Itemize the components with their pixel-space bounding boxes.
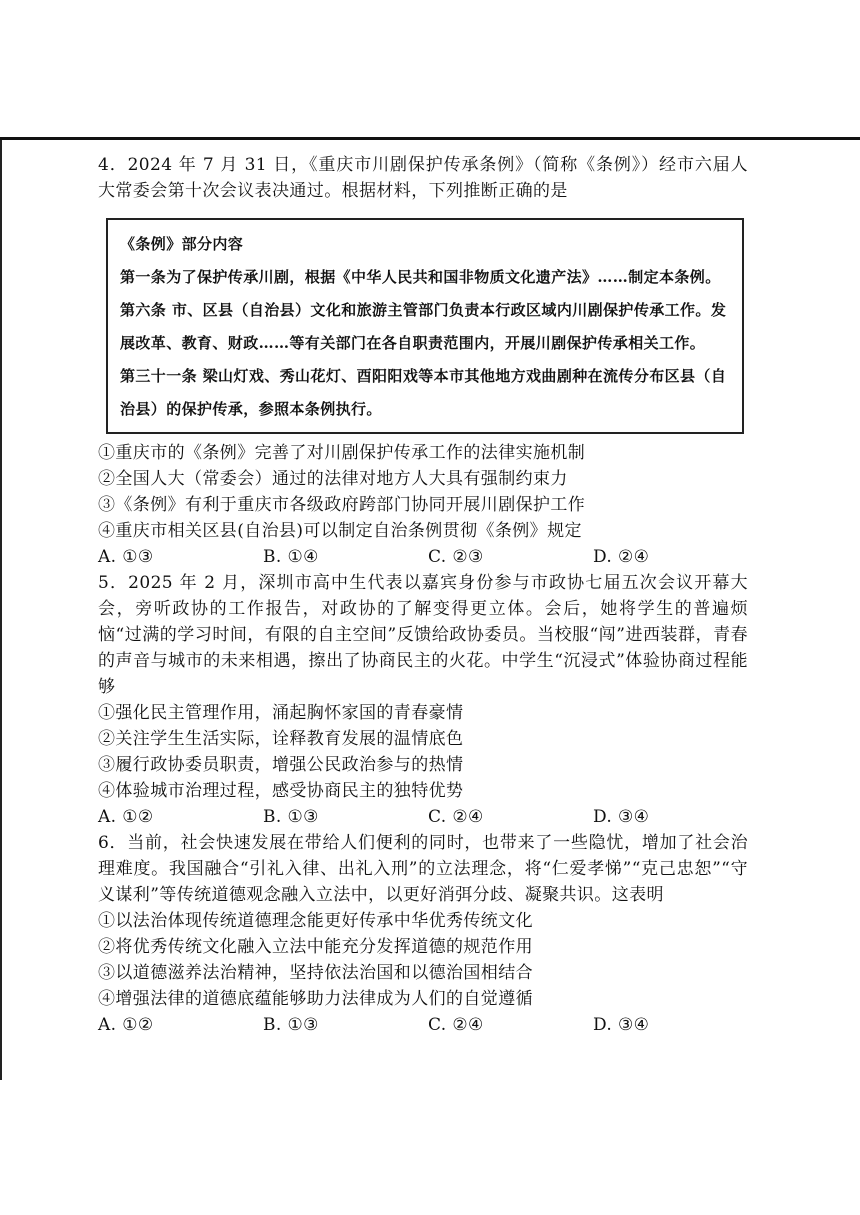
choice-d: D. ③④: [593, 1015, 650, 1035]
material-article-31: 第三十一条 梁山灯戏、秀山花灯、酉阳阳戏等本市其他地方戏曲剧种在流传分布区县（自治县）的保护传承，参照本条例执行。: [120, 367, 727, 418]
statement-item: ①以法治体现传统道德理念能更好传承中华优秀传统文化: [98, 911, 533, 931]
choice-b: B. ①④: [263, 547, 319, 567]
statement-item: ④重庆市相关区县(自治县)可以制定自治条例贯彻《条例》规定: [98, 521, 582, 541]
page-top-rule: [0, 137, 860, 140]
statement-item: ③《条例》有利于重庆市各级政府跨部门协同开展川剧保护工作: [98, 495, 586, 515]
statement-item: ③履行政协委员职责，增强公民政治参与的热情: [98, 755, 464, 775]
statement-item: ④体验城市治理过程，感受协商民主的独特优势: [98, 781, 464, 801]
question-4-stem: 4．2024 年 7 月 31 日，《重庆市川剧保护传承条例》（简称《条例》）经市六届人大常委会第十次会议表决通过。根据材料，下列推断正确的是: [98, 155, 748, 201]
choice-b: B. ①③: [263, 1015, 319, 1035]
statement-item: ③以道德滋养法治精神，坚持依法治国和以德治国相结合: [98, 963, 533, 983]
statement-item: ②将优秀传统文化融入立法中能充分发挥道德的规范作用: [98, 937, 533, 957]
question-5: [98, 570, 748, 830]
choice-c: C. ②④: [428, 807, 484, 827]
question-6-choices: [98, 1012, 748, 1038]
question-4-choices: [98, 544, 748, 570]
choice-d: D. ③④: [593, 807, 650, 827]
statement-item: ①强化民主管理作用，涌起胸怀家国的青春豪情: [98, 703, 464, 723]
question-5-statements: [98, 700, 748, 804]
choice-c: C. ②④: [428, 1015, 484, 1035]
material-article-1: 第一条为了保护传承川剧，根据《中华人民共和国非物质文化遗产法》……制定本条例。: [120, 268, 721, 286]
question-6-stem: 6．当前，社会快速发展在带给人们便利的同时，也带来了一些隐忧，增加了社会治理难度。我国融合“引礼入律、出礼入刑”的立法理念，将“仁爱孝悌”“克己忠恕”“守义谋利”等传统道德观念融入立法中，以更好消弭分歧、凝聚共识。这表明: [98, 833, 748, 905]
question-5-choices: [98, 804, 748, 830]
choice-a: A. ①②: [98, 807, 154, 827]
question-6-statements: [98, 908, 748, 1012]
material-article-6: 第六条 市、区县（自治县）文化和旅游主管部门负责本行政区域内川剧保护传承工作。发展改革、教育、财政……等有关部门在各自职责范围内，开展川剧保护传承相关工作。: [120, 301, 727, 352]
question-6: [98, 830, 748, 1038]
page-left-rule: [0, 140, 2, 1080]
statement-item: ④增强法律的道德底蕴能够助力法律成为人们的自觉遵循: [98, 989, 533, 1009]
question-5-stem: 5．2025 年 2 月，深圳市高中生代表以嘉宾身份参与市政协七届五次会议开幕大会，旁听政协的工作报告，对政协的了解变得更立体。会后，她将学生的普遍烦恼“过满的学习时间，有限的自主空间”反馈给政协委员。当校服“闯”进西装群，青春的声音与城市的未来相遇，擦出了协商民主的火花。中学生“沉浸式”体验协商过程能够: [98, 573, 748, 697]
statement-item: ①重庆市的《条例》完善了对川剧保护传承工作的法律实施机制: [98, 443, 586, 463]
choice-a: A. ①②: [98, 1015, 154, 1035]
choice-a: A. ①③: [98, 547, 154, 567]
question-4-material-box: [106, 218, 744, 434]
choice-b: B. ①③: [263, 807, 319, 827]
exam-content: [98, 152, 748, 1038]
material-title: 《条例》部分内容: [120, 235, 244, 253]
choice-c: C. ②③: [428, 547, 484, 567]
question-4: [98, 152, 748, 570]
question-4-statements: [98, 440, 748, 544]
statement-item: ②关注学生生活实际，诠释教育发展的温情底色: [98, 729, 464, 749]
choice-d: D. ②④: [593, 547, 650, 567]
statement-item: ②全国人大（常委会）通过的法律对地方人大具有强制约束力: [98, 469, 568, 489]
